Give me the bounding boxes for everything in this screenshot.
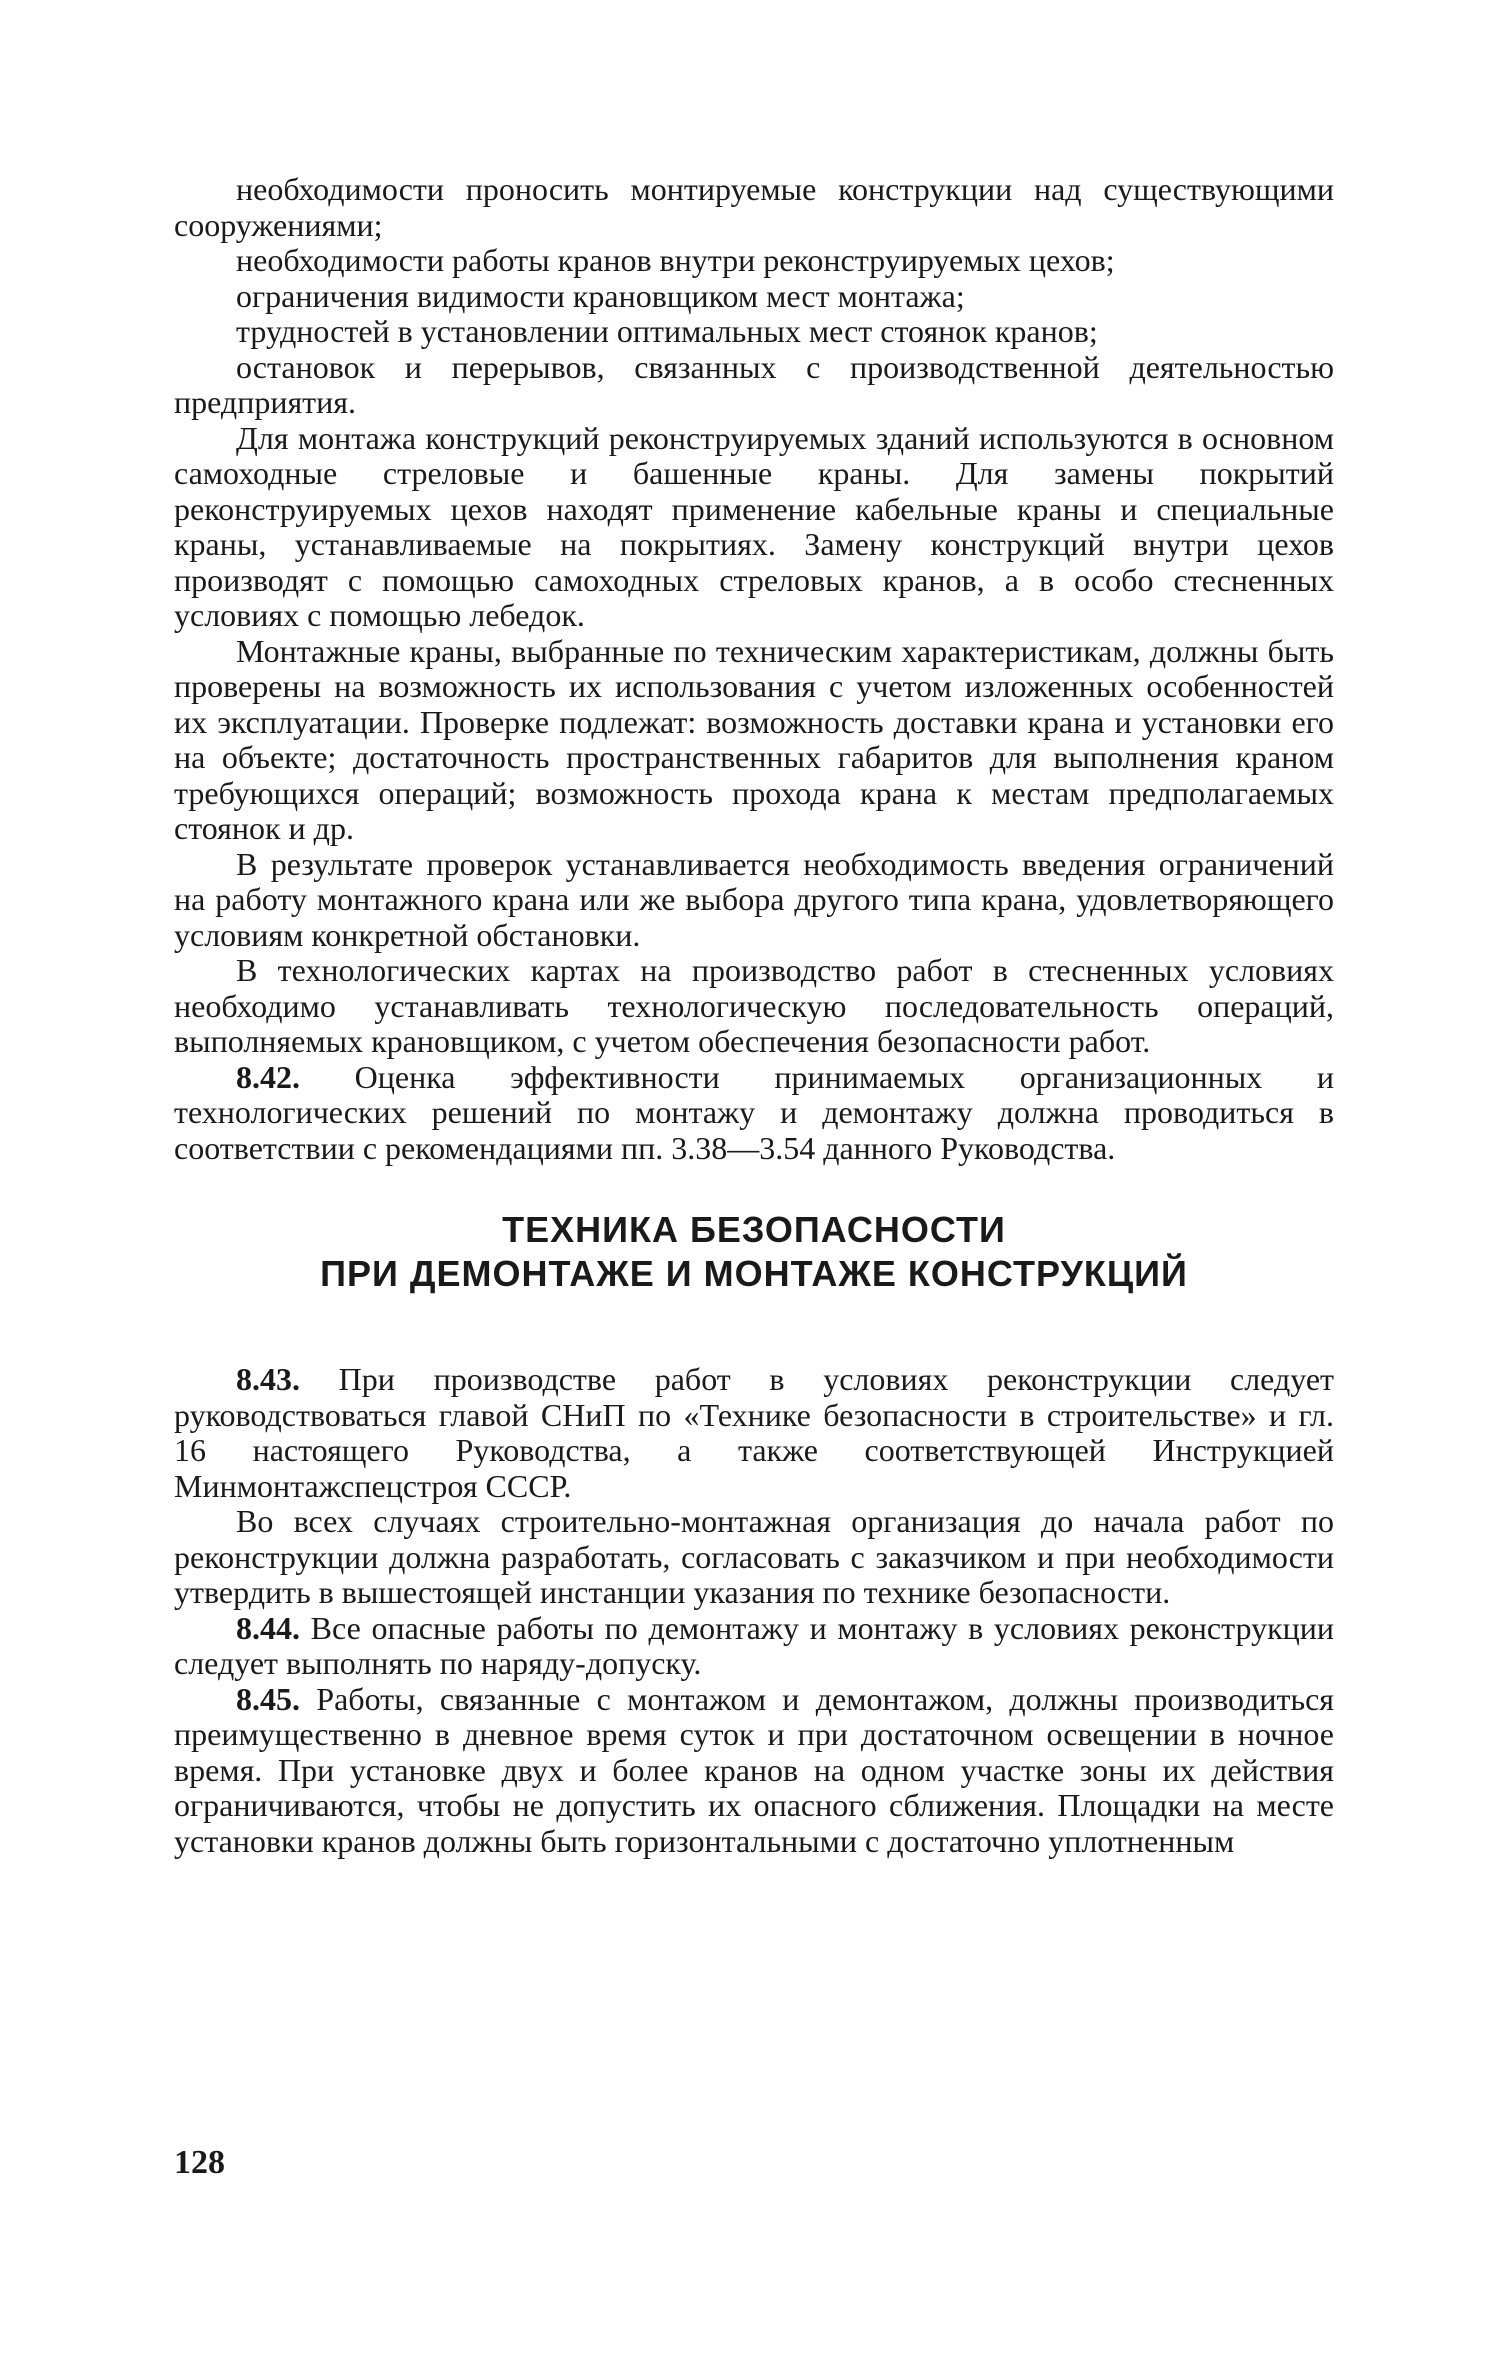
paragraph-cranes-inside-workshops: необходимости работы кранов внутри реконструируемых цехов; [236,242,1115,278]
clause-number: 8.44. [236,1609,300,1646]
clause-number: 8.45. [236,1680,300,1717]
section-heading-line-1: ТЕХНИКА БЕЗОПАСНОСТИ [502,1209,1006,1250]
spacer [174,1296,1334,1362]
paragraph-visibility-limits: ограничения видимости крановщиком мест монтажа; [236,277,965,314]
paragraph-technological-maps: В технологических картах на производство работ в стесненных условиях необходимо устанавливать технологическую последовательность операций, выполняемых крановщиком, с учетом обеспечения безопасности работ. [174,952,1334,1059]
paragraph-crane-positions: трудностей в установлении оптимальных мест стоянок кранов; [236,313,1098,349]
page-number: 128 [174,2144,225,2181]
section-heading-line-2: ПРИ ДЕМОНТАЖЕ И МОНТАЖЕ КОНСТРУКЦИЙ [320,1253,1188,1294]
paragraph-safety-instructions: Во всех случаях строительно-монтажная организация до начала работ по реконструкции должна разработать, согласовать с заказчиком и при необходимости утвердить в вышестоящей инстанции указания по технике безопасности. [174,1503,1334,1610]
paragraph-carrying-over-structures: необходимости проносить монтируемые конструкции над существующими сооружениями; [174,171,1334,243]
paragraph-crane-types: Для монтажа конструкций реконструируемых зданий используются в основном самоходные стреловые и башенные краны. Для замены покрытий реконструируемых цехов находят применение кабельные краны и специальные краны, устанавливаемые на покрытиях. Замену конструкций внутри цехов производят с помощью самоходных стреловых кранов, а в особо стесненных условиях с помощью лебедок. [174,419,1334,633]
clause-text: Все опасные работы по демонтажу и монтажу в условиях реконструкции следует выполнять по наряду-допуску. [174,1609,1334,1681]
clause-8-42 [174,1060,1334,1167]
clause-text: При производстве работ в условиях реконструкции следует руководствоваться главой СНиП по «Технике безопасности в строительстве» и гл. 16 настоящего Руководства, а также соответствующей Инструкцией Минмонтажспецстроя СССР. [174,1361,1334,1504]
paragraph-crane-checks: Монтажные краны, выбранные по техническим характеристикам, должны быть проверены на возможность их использования с учетом изложенных особенностей их эксплуатации. Проверке подлежат: возможность доставки крана и установки его на объекте; достаточность пространственных габаритов для выполнения краном требующихся операций; возможность прохода крана к местам предполагаемых стоянок и др. [174,632,1334,846]
page-body [174,172,1334,1859]
clause-number: 8.42. [236,1058,300,1095]
clause-number: 8.43. [236,1361,300,1397]
clause-8-45 [174,1682,1334,1860]
spacer [174,1166,1334,1208]
clause-8-43 [174,1362,1334,1504]
clause-text: Оценка эффективности принимаемых организационных и технологических решений по монтажу и демонтажу должна проводиться в соответствии с рекомендациями пп. 3.38—3.54 данного Руководства. [174,1058,1334,1166]
clause-text: Работы, связанные с монтажом и демонтажом, должны производиться преимущественно в дневное время суток и при достаточном освещении в ночное время. При установке двух и более кранов на одном участке зоны их действия ограничиваются, чтобы не допустить их опасного сближения. Площадки на месте установки кранов должны быть горизонтальными с достаточно уплотненным [174,1680,1334,1859]
clause-8-44 [174,1611,1334,1682]
paragraph-stoppages: остановок и перерывов, связанных с производственной деятельностью предприятия. [174,348,1334,420]
paragraph-check-results: В результате проверок устанавливается необходимость введения ограничений на работу монтажного крана или же выбора другого типа крана, удовлетворяющего условиям конкретной обстановки. [174,845,1334,953]
